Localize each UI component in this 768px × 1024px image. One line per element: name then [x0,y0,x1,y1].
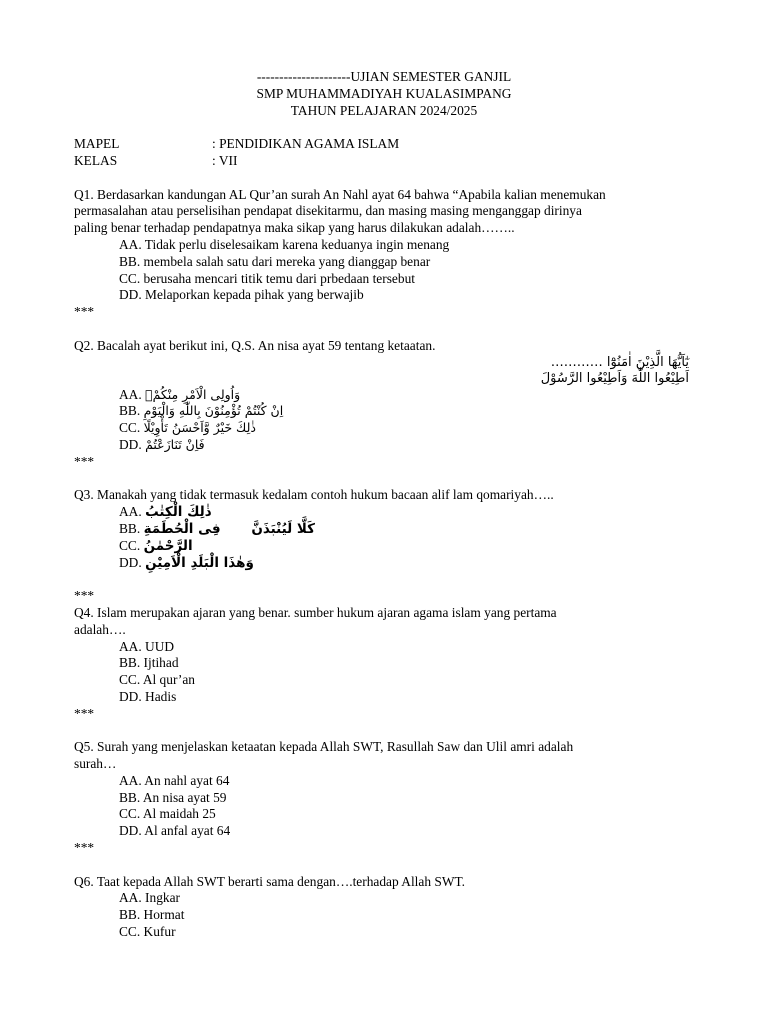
kelas-label: KELAS [74,152,118,168]
mapel-value: : PENDIDIKAN AGAMA ISLAM [212,136,400,152]
question-6 [74,874,694,941]
option-d: DD. Melaporkan kepada pihak yang berwajib [119,287,364,303]
question-1 [74,187,694,321]
question-3 [74,487,694,605]
question-text: surah… [74,756,117,772]
option-b: BB. membela salah satu dari mereka yang dianggap benar [119,253,431,269]
arabic-verse-line-2: اَطِيْعُوا اللّٰهَ وَاَطِيْعُوا الرَّسُوْلَ [540,370,689,386]
option-arabic: ذٰلِكَ الْكِتٰبُ [145,504,212,521]
option-a [74,504,694,521]
question-text: paling benar terhadap pendapatnya maka sikap yang harus dilakukan adalah…….. [74,220,515,236]
question-text: Q6. Taat kepada Allah SWT berarti sama dengan….terhadap Allah SWT. [74,873,465,889]
option-a: AA. Ingkar [119,890,180,906]
separator: *** [74,453,95,469]
option-arabic: ذٰلِكَ خَيْرٌ وَّاَحْسَنُ تَأْوِيْلًا [143,420,256,436]
option-a: AA. Tidak perlu diselesaikam karena keduanya ingin menang [119,236,450,252]
meta-row-kelas [74,153,694,170]
option-c: CC. Al qur’an [119,672,196,688]
option-a: AA. UUD [119,638,175,654]
question-4 [74,605,694,723]
option-arabic: فَاِنْ تَنَازَعْتُمْ [145,436,205,452]
option-c: CC. Al maidah 25 [119,806,216,822]
question-text: Q5. Surah yang menjelaskan ketaatan kepada Allah SWT, Rasullah Saw dan Ulil amri adalah [74,739,574,755]
option-d: DD. Hadis [119,688,177,704]
option-b: BB. An nisa ayat 59 [119,789,227,805]
option-label: BB. [119,403,141,419]
option-b [74,521,694,538]
option-d [74,555,694,572]
separator: *** [74,588,95,604]
header-year: TAHUN PELAJARAN 2024/2025 [290,102,478,118]
separator: *** [74,304,95,320]
option-c [74,420,694,437]
option-arabic: فِى الْحُطَمَةِ [143,520,221,537]
separator: *** [74,705,95,721]
option-c [74,538,694,555]
option-b: BB. Hormat [119,907,185,923]
question-text: permasalahan atau perselisihan pendapat disekitarmu, dan masing masing menganggap dirinya [74,203,582,219]
option-label: DD. [119,554,142,570]
question-text: Q1. Berdasarkan kandungan AL Qur’an surah An Nahl ayat 64 bahwa “Apabila kalian menemukan [74,186,606,202]
exam-header [74,69,694,119]
separator: *** [74,840,95,856]
kelas-value: : VII [212,152,238,168]
header-school: SMP MUHAMMADIYAH KUALASIMPANG [256,85,512,101]
option-label: AA. [119,504,142,520]
exam-page [74,69,694,941]
option-label: CC. [119,537,141,553]
header-title: ---------------------UJIAN SEMESTER GANJIL [256,69,512,84]
question-2 [74,338,694,471]
option-c: CC. Kufur [119,924,176,940]
option-arabic: الرَّحْمٰنُ [143,537,193,554]
option-label: CC. [119,420,141,436]
option-label: BB. [119,520,141,536]
option-b [74,403,694,420]
option-a [74,387,694,404]
mapel-label: MAPEL [74,136,120,152]
option-label: DD. [119,436,142,452]
option-d: DD. Al anfal ayat 64 [119,823,231,839]
exam-meta [74,136,694,170]
question-text: adalah…. [74,621,126,637]
arabic-verse-line-1: يٰٓاَيُّهَا الَّذِيْنَ اٰمَنُوْٓا ………… [550,354,689,370]
question-text: Q4. Islam merupakan ajaran yang benar. sumber hukum ajaran agama islam yang pertama [74,604,557,620]
option-a: AA. An nahl ayat 64 [119,772,230,788]
option-b: BB. Ijtihad [119,655,179,671]
meta-row-mapel [74,136,694,153]
option-arabic-extra: كَلَّا لَيُنْبَذَنَّ [251,520,316,537]
question-text: Q3. Manakah yang tidak termasuk kedalam contoh hukum bacaan alif lam qomariyah….. [74,487,554,503]
option-c: CC. berusaha mencari titik temu dari prbedaan tersebut [119,270,415,286]
option-label: AA. [119,386,142,402]
question-5 [74,739,694,857]
option-d [74,437,694,454]
question-text: Q2. Bacalah ayat berikut ini, Q.S. An nisa ayat 59 tentang ketaatan. [74,337,436,353]
option-arabic: اِنْ كُنْتُمْ تُؤْمِنُوْنَ بِاللّٰهِ وَالْيَوْمِ [143,403,284,419]
option-arabic: وَاُولِى الْاَمْرِ مِنْكُمْۚ [145,386,241,402]
option-arabic: وَهٰذَا الْبَلَدِ الْاَمِيْنِ [145,554,254,571]
